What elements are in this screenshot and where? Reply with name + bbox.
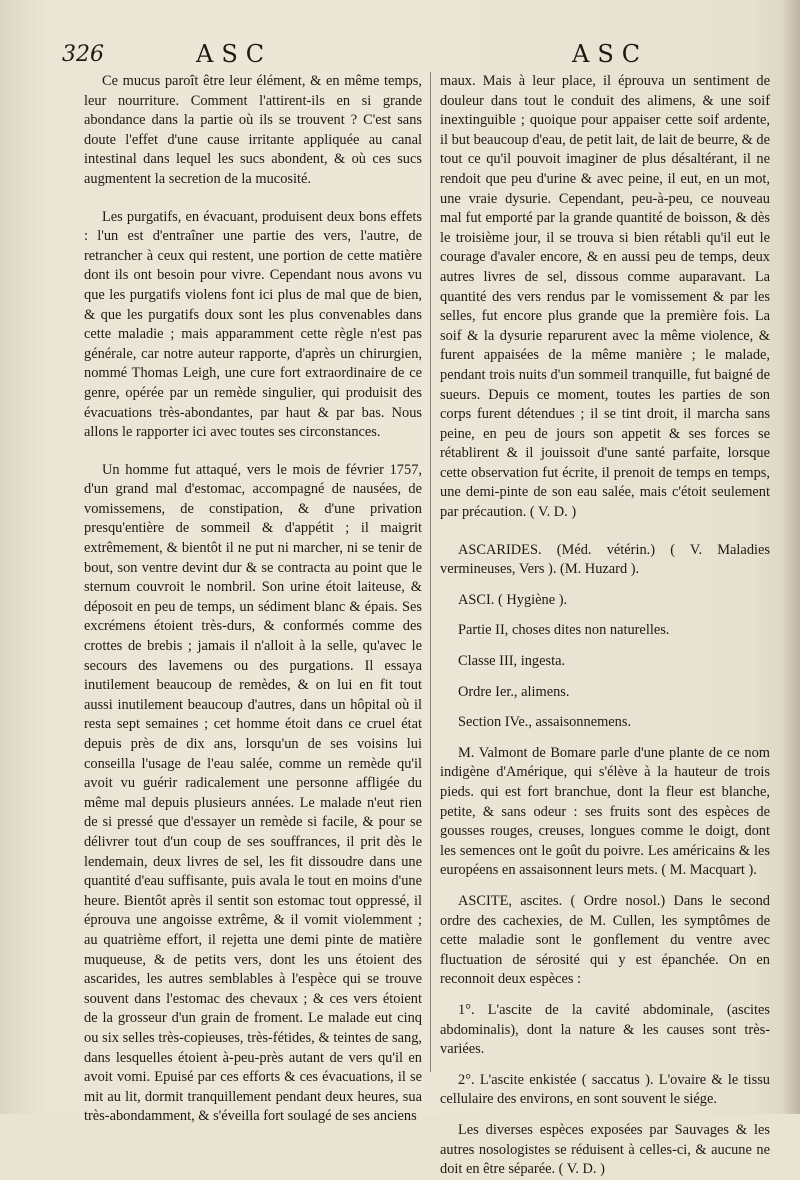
right-column	[440, 72, 770, 1180]
ascite-conclusion: Les diverses espèces exposées par Sauvages & les autres nosologistes se réduisent à celles-ci, & aucune ne doit en être séparée. ( V. D. )	[440, 1121, 770, 1178]
paragraph-case-history: Un homme fut attaqué, vers le mois de février 1757, d'un grand mal d'estomac, accompagné de nausées, de vomissemens, de constipation, & d'une privation presqu'entière de sommeil & d'appétit ; il maigrit extrêmement, & bientôt il ne put ni marcher, ni se tenir de bout, son ventre devint dur & se contracta au point que le sternum couvroit le nombril. Son urine étoit laiteuse, & déposoit en peu de temps, un sédiment blanc & épais. Ses excrémens étoient très-durs, & conformés comme des crottes de brebis ; jamais il n'alloit à la selle, qu'avec le secours des lavemens ou des purgations. Il essaya inutilement beaucoup de remèdes, & on lui en fit tout aussi inutilement beaucoup d'autres, dans un hôpital où il resta sept semaines ; cet homme étoit dans ce cruel état depuis près de dix ans, lorsqu'un de ses voisins lui conseilla l'usage de l'eau salée, comme un remède qu'il avoit vu guérir radicalement une personne affligée du même mal depuis plusieurs années. Le malade n'eut rien de si pressé que d'essayer un remède si facile, & pour se délivrer tout d'un coup de ses souffrances, il prit dès le lendemain, deux livres de sel, les fit dissoudre dans une quantité d'eau suffisante, puis avala le tout en moins d'une heure. Bientôt après il sentit son estomac tout oppressé, il éprouva une angoisse extrême, & il vomit violemment ; au quatrième effort, il rejetta une demi pinte de matière muqueuse, & de petits vers, dont les uns étoient des ascarides, les autres semblables à l'espèce qui se trouve souvent dans l'estomac des chevaux ; & ces vers étoient de la grosseur d'un grain de froment. Le malade eut cinq ou six selles très-copieuses, très-fétides, & teintes de sang, dans lesquelles étoient à-peu-près autant de vers qu'il en avoit vomi. Epuisé par ces efforts & ces évacuations, il se mit au lit, dormit tranquillement pendant deux heures, sua très-abondamment, & s'éveilla fort soulagé de ses anciens	[84, 461, 422, 1125]
left-column	[84, 72, 422, 1127]
running-head-left: ASC	[196, 40, 273, 68]
entry-asci-title: ASCI. ( Hygiène ).	[458, 591, 568, 608]
page-number: 326	[62, 42, 104, 67]
asci-section: Section IVe., assaisonnemens.	[458, 714, 632, 731]
column-divider	[430, 72, 431, 1072]
ascite-kind-2: 2°. L'ascite enkistée ( saccatus ). L'ovaire & le tissu cellulaire des environs, en sont souvent le siége.	[440, 1071, 770, 1108]
asci-classe: Classe III, ingesta.	[458, 653, 566, 670]
paragraph-mucus: Ce mucus paroît être leur élément, & en même temps, leur nourriture. Comment l'attirent-ils en si grande abondance dans la partie où ils se trouvent ? C'est sans doute l'effet d'une cause irritante appliquée au canal intestinal dans lequel les sucs abondent, & où ces sucs augmentent la secretion de la mucosité.	[84, 73, 422, 187]
paragraph-purgatifs: Les purgatifs, en évacuant, produisent deux bons effets : l'un est d'entraîner une partie des vers, l'autre, de retrancher à ceux qui restent, une portion de cette matière dont ils ont besoin pour vivre. Cependant nous avons vu que les purgatifs violens font ici plus de mal que de bien, & que les purgatifs doux sont les plus convenables dans cette maladie ; mais apparamment cette règle n'est pas générale, car notre auteur rapporte, d'après un chirurgien, nommé Thomas Leigh, une cure fort extraordinaire de ce genre, opérée par un remède singulier, qui produisit des évacuations très-abondantes, par haut & par bas. Nous allons le rapporter ici avec toutes ses circonstances.	[84, 208, 422, 441]
page-header	[0, 40, 800, 70]
paragraph-continuation: maux. Mais à leur place, il éprouva un sentiment de douleur dans tout le conduit des alimens, & une soif inextinguible ; quoique pour appaiser cette soif ardente, il but beaucoup d'eau, de petit lait, de lait de beurre, & de tout ce qu'il pouvoit imaginer de plus désaltérant, il ne rendoit que peu d'urine & avec peine, il eut, en un mot, une vraie dysurie. Cependant, peu-à-peu, ce nouveau mal fut emporté par la grande quantité de boisson, & dès le troisième jour, il se trouva si bien rétabli qu'il eut le courage d'avaler encore, & en aussi peu de temps, deux autres livres de sel, dissous comme auparavant. La quantité des vers rendus par le vomissement & par les selles, fut encore plus grande que la première fois. La soif & la dysurie reparurent avec la même violence, & furent appaisées de la même manière ; le malade, pendant trois nuits d'un sommeil tranquille, fut baigné de sueurs. Depuis ce moment, toutes les parties de son corps furent détendues ; il se tint droit, il marcha sans peine, en peu de jours son appetit & ses forces se rétablirent & il jouissoit d'une santé parfaite, lorsque cette observation fut écrite, il prenoit de temps en temps, une demi-pinte de son eau salée, mais c'étoit seulement par précaution. ( V. D. )	[440, 73, 770, 521]
asci-ordre: Ordre Ier., alimens.	[458, 683, 570, 700]
asci-partie: Partie II, choses dites non naturelles.	[458, 622, 670, 639]
entry-ascite: ASCITE, ascites. ( Ordre nosol.) Dans le second ordre des cachexies, de M. Cullen, les symptômes de cette maladie sont le gonflement du ventre avec fluctuation de sérosité qui y est épanchée. On en reconnoit deux espèces :	[440, 892, 770, 988]
ascite-kind-1: 1°. L'ascite de la cavité abdominale, (ascites abdominalis), dont la nature & les causes sont très-variées.	[440, 1001, 770, 1058]
running-head-right: ASC	[572, 40, 649, 68]
asci-text: M. Valmont de Bomare parle d'une plante de ce nom indigène d'Amérique, qui s'élève à la hauteur de trois pieds. qui est fort branchue, dont la fleur est blanche, petite, & sans odeur : ses fruits sont des espèces de gousses rouges, creuses, longues comme le doigt, dont les semences ont le goût du poivre. Les américains & les européens en assaisonnent leurs mets. ( M. Macquart ).	[440, 744, 770, 879]
entry-ascarides: ASCARIDES. (Méd. vétérin.) ( V. Maladies vermineuses, Vers ). (M. Huzard ).	[440, 541, 770, 578]
page-edge-shadow	[782, 0, 800, 1114]
